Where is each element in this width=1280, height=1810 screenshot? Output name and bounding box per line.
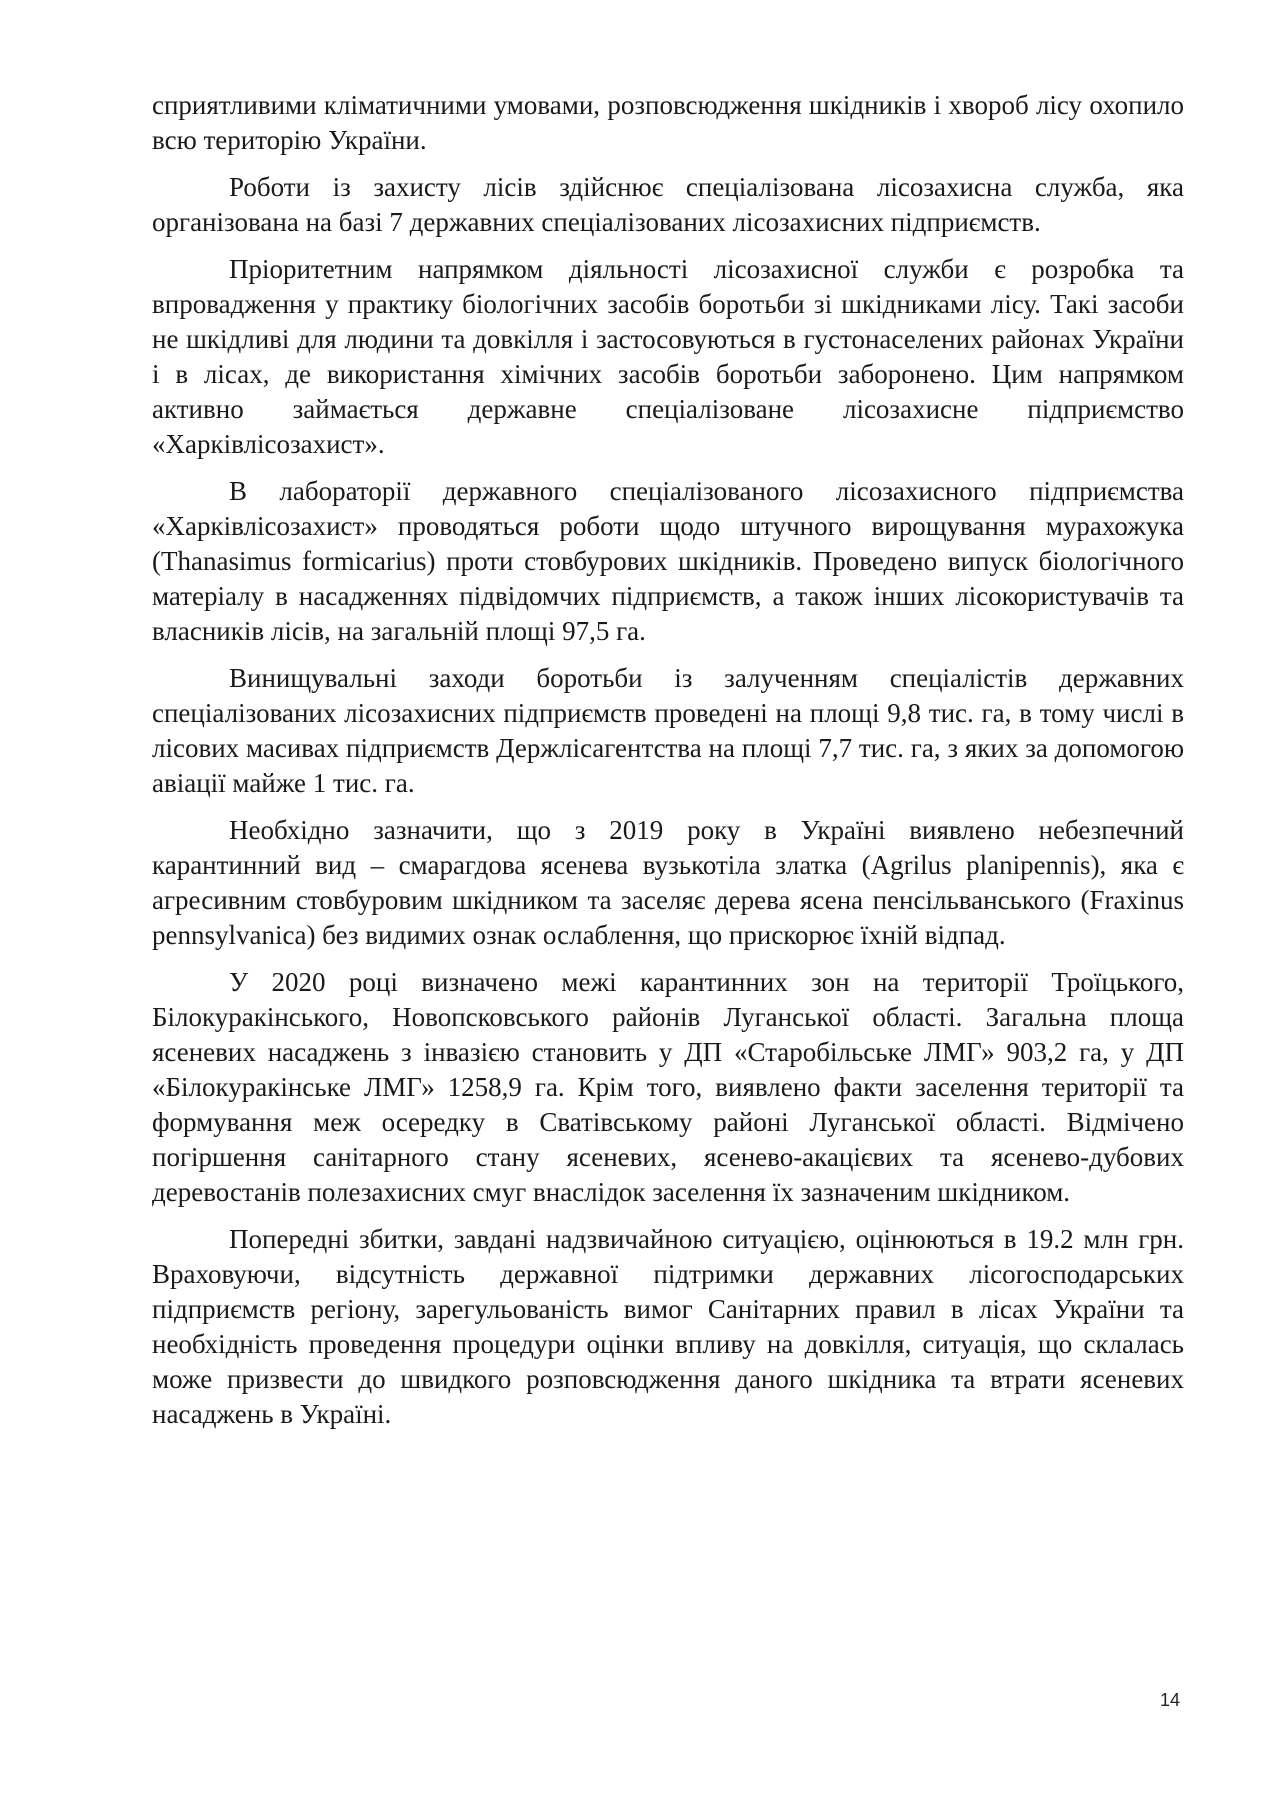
paragraph-continuation: сприятливими кліматичними умовами, розповсюдження шкідників і хвороб лісу охопило всю територію України. bbox=[152, 90, 1184, 155]
paragraph-biological-control-priority: Пріоритетним напрямком діяльності лісозахисної служби є розробка та впровадження у практику біологічних засобів боротьби зі шкідниками лісу. Такі засоби не шкідливі для людини та довкілля і застосовуються в густонаселених районах України і в лісах, де використання хімічних засобів боротьби заборонено. Цим напрямком активно займається державне спеціалізоване лісозахисне підприємство «Харківлісозахист». bbox=[152, 254, 1184, 459]
paragraph-agrilus-planipennis: Необхідно зазначити, що з 2019 року в Україні виявлено небезпечний карантинний вид – смарагдова ясенева вузькотіла златка (Agrilus planipennis), яка є агресивним стовбуровим шкідником та заселяє дерева ясена пенсільванського (Fraxinus pennsylvanica) без видимих ознак ослаблення, що прискорює їхній відпад. bbox=[152, 815, 1184, 950]
paragraph-laboratory-thanasimus: В лабораторії державного спеціалізованого лісозахисного підприємства «Харківлісозахист» проводяться роботи щодо штучного вирощування мурахожука (Thanasimus formicarius) проти стовбурових шкідників. Проведено випуск біологічного матеріалу в насадженнях підвідомчих підприємств, а також інших лісокористувачів та власників лісів, на загальній площі 97,5 га. bbox=[152, 476, 1184, 646]
paragraph-preliminary-damages: Попередні збитки, завдані надзвичайною ситуацією, оцінюються в 19.2 млн грн. Враховуючи, відсутність державної підтримки державних лісогосподарських підприємств регіону, зарегульованість вимог Санітарних правил в лісах України та необхідність проведення процедури оцінки впливу на довкілля, ситуація, що склалась може призвести до швидкого розповсюдження даного шкідника та втрати ясеневих насаджень в Україні. bbox=[152, 1224, 1184, 1429]
paragraph-quarantine-zones-2020: У 2020 році визначено межі карантинних зон на території Троїцького, Білокуракінського, Новопсковського районів Луганської області. Загальна площа ясеневих насаджень з інвазією становить у ДП «Старобільське ЛМГ» 903,2 га, у ДП «Білокуракінське ЛМГ» 1258,9 га. Крім того, виявлено факти заселення території та формування меж осередку в Сватівському районі Луганської області. Відмічено погіршення санітарного стану ясеневих, ясенево-акацієвих та ясенево-дубових деревостанів полезахисних смуг внаслідок заселення їх зазначеним шкідником. bbox=[152, 967, 1184, 1207]
paragraph-forest-protection-service: Роботи із захисту лісів здійснює спеціалізована лісозахисна служба, яка організована на базі 7 державних спеціалізованих лісозахисних підприємств. bbox=[152, 172, 1184, 237]
page-number: 14 bbox=[1160, 1690, 1181, 1710]
document-body bbox=[152, 88, 1184, 1444]
paragraph-extermination-measures: Винищувальні заходи боротьби із залученням спеціалістів державних спеціалізованих лісозахисних підприємств проведені на площі 9,8 тис. га, в тому числі в лісових масивах підприємств Держлісагентства на площі 7,7 тис. га, з яких за допомогою авіації майже 1 тис. га. bbox=[152, 663, 1184, 798]
